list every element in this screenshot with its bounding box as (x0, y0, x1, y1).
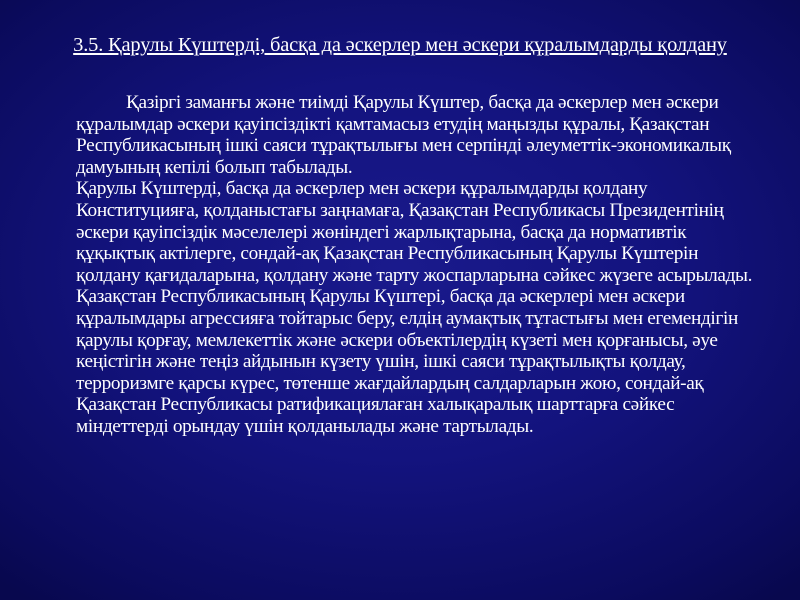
slide-body (76, 92, 766, 438)
paragraph-intro: Қазіргі заманғы және тиімді Қарулы Күштер, басқа да әскерлер мен әскери құралымдар әскери қауіпсіздікті қамтамасыз етудің маңызды құралы, Қазақстан Республикасының ішкі саяси тұрақтылығы мен серпінді әлеуметтік-экономикалық дамуының кепілі болып табылады. (76, 92, 731, 178)
paragraph-purposes: Қазақстан Республикасының Қарулы Күштері, басқа да әскерлері мен әскери құралымдары агрессияға тойтарыс беру, елдің аумақтық тұтастығы мен егемендігін қарулы қорғау, мемлекеттік және әскери объектілердің күзеті мен қорғанысы, әуе кеңістігін және теңіз айдынын күзету үшін, ішкі саяси тұрақтылықты қолдау, терроризмге қарсы күрес, төтенше жағдайлардың салдарларын жою, сондай-ақ Қазақстан Республикасы ратификациялаған халықаралық шарттарға сәйкес міндеттерді орындау үшін қолданылады және тартылады. (76, 286, 738, 437)
slide-title: 3.5. Қарулы Күштерді, басқа да әскерлер мен әскери құралымдарды қолдану (73, 34, 727, 56)
paragraph-legal-basis: Қарулы Күштерді, басқа да әскерлер мен әскери құралымдарды қолдану Конституцияға, қолданыстағы заңнамаға, Қазақстан Республикасы Президентінің әскери қауіпсіздік мәселелері жөніндегі жарлықтарына, басқа да нормативтік құқықтық актілерге, сондай-ақ Қазақстан Республикасының Қарулы Күштерін қолдану қағидаларына, қолдану және тарту жоспарларына сәйкес жүзеге асырылады. (76, 178, 753, 286)
